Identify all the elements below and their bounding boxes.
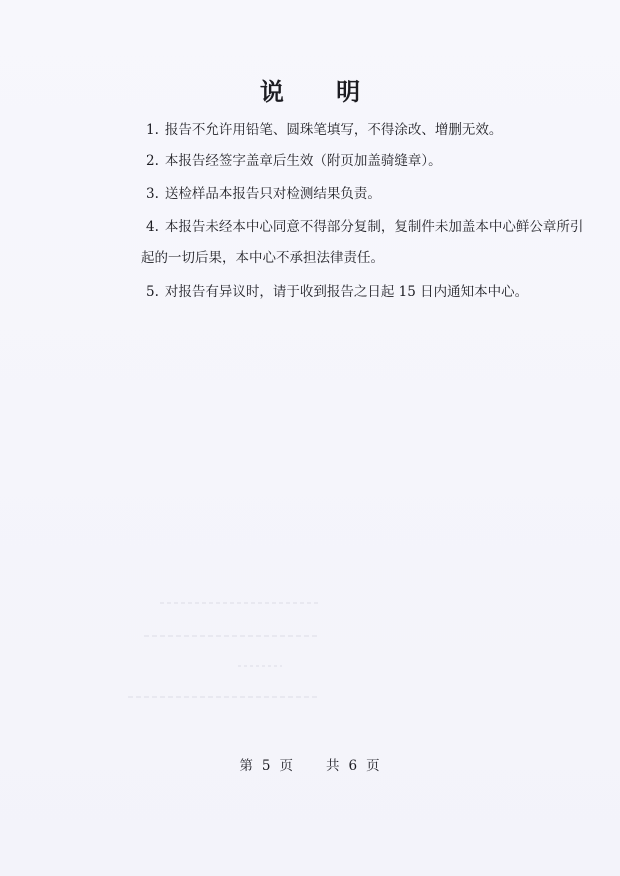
note-item-2	[146, 151, 442, 171]
page-title: 说 明	[259, 77, 383, 106]
note-number: 3.	[146, 186, 159, 202]
note-item-4-continuation: 起的一切后果，本中心不承担法律责任。	[141, 250, 384, 266]
note-text: 本报告经签字盖章后生效（附页加盖骑缝章）。	[164, 153, 442, 169]
note-text: 本报告未经本中心同意不得部分复制，复制件未加盖本中心鲜公章所引	[164, 219, 584, 235]
note-text: 送检样品本报告只对检测结果负责。	[164, 186, 381, 202]
footer-di: 第	[239, 758, 254, 774]
note-number: 4.	[146, 219, 159, 235]
note-number: 2.	[146, 153, 159, 169]
page-footer	[0, 754, 620, 774]
footer-page-number: 5	[261, 758, 272, 774]
note-item-5	[146, 282, 528, 302]
note-item-3	[146, 184, 381, 204]
note-item-1	[146, 120, 502, 140]
footer-gong: 共	[326, 758, 341, 774]
footer-ye: 页	[279, 758, 294, 774]
note-item-4	[146, 217, 583, 237]
note-number: 1.	[146, 122, 159, 138]
note-text: 对报告有异议时，请于收到报告之日起 15 日内通知本中心。	[164, 284, 529, 300]
note-text: 报告不允许用铅笔、圆珠笔填写，不得涂改、增删无效。	[164, 122, 503, 138]
note-number: 5.	[146, 284, 159, 300]
footer-ye-2: 页	[366, 758, 381, 774]
footer-total-pages: 6	[348, 758, 359, 774]
